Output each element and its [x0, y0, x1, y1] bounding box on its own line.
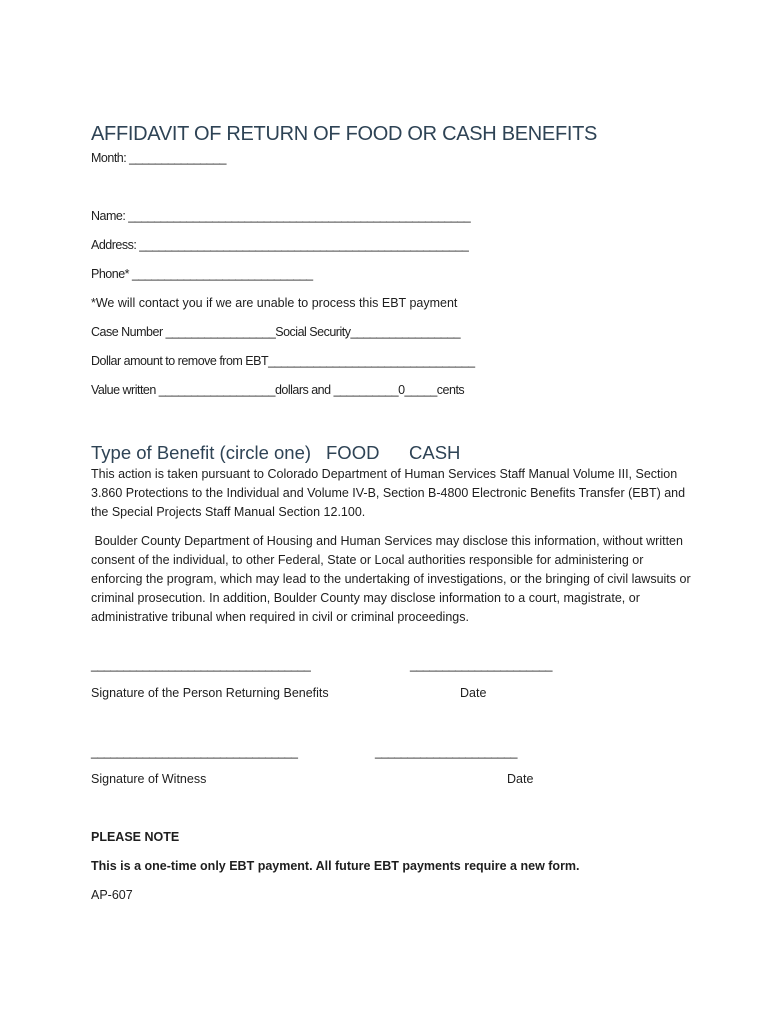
- witness-signature-line[interactable]: ________________________________: [91, 745, 298, 759]
- name-field[interactable]: Name: _____________________________________________________: [91, 209, 471, 223]
- witness-date-line[interactable]: ______________________: [375, 745, 517, 759]
- please-note-heading: PLEASE NOTE: [91, 830, 180, 844]
- benefit-option-cash[interactable]: CASH: [409, 442, 461, 463]
- address-field[interactable]: Address: ___________________________________________________: [91, 238, 469, 252]
- person-date-label: Date: [460, 686, 487, 700]
- phone-field[interactable]: Phone* ____________________________: [91, 267, 313, 281]
- one-time-payment-note: This is a one-time only EBT payment. All future EBT payments require a new form.: [91, 859, 580, 873]
- month-field[interactable]: Month: _______________: [91, 151, 226, 165]
- person-signature-line[interactable]: __________________________________: [91, 658, 311, 672]
- value-written-field[interactable]: Value written __________________dollars and __________0_____cents: [91, 383, 465, 397]
- legal-paragraph-disclosure: Boulder County Department of Housing and Human Services may disclose this information, without written consent of the individual, to other Federal, State or Local authorities responsible for administering or enforcing the program, which may lead to the undertaking of investigations, or the bringing of civil lawsuits or criminal prosecution. In addition, Boulder County may disclose information to a court, magistrate, or administrative tribunal when required in civil or criminal proceedings.: [91, 534, 695, 624]
- person-date-line[interactable]: ______________________: [410, 658, 552, 672]
- person-signature-label: Signature of the Person Returning Benefits: [91, 686, 329, 700]
- benefit-option-food[interactable]: FOOD: [326, 442, 380, 463]
- witness-signature-label: Signature of Witness: [91, 772, 207, 786]
- dollar-amount-field[interactable]: Dollar amount to remove from EBT________________________________: [91, 354, 475, 368]
- contact-note: *We will contact you if we are unable to process this EBT payment: [91, 296, 458, 310]
- benefit-type-label: Type of Benefit (circle one): [91, 442, 312, 463]
- form-title: AFFIDAVIT OF RETURN OF FOOD OR CASH BENEFITS: [91, 123, 598, 145]
- witness-date-label: Date: [507, 772, 534, 786]
- form-id: AP-607: [91, 888, 133, 902]
- legal-paragraph-authority: This action is taken pursuant to Colorado Department of Human Services Staff Manual Volume III, Section 3.860 Protections to the Individual and Volume IV-B, Section B-4800 Electronic Benefits Transfer (EBT) and the Special Projects Staff Manual Section 12.100.: [91, 467, 686, 519]
- case-number-social-security-field[interactable]: Case Number _________________Social Security_________________: [91, 325, 461, 339]
